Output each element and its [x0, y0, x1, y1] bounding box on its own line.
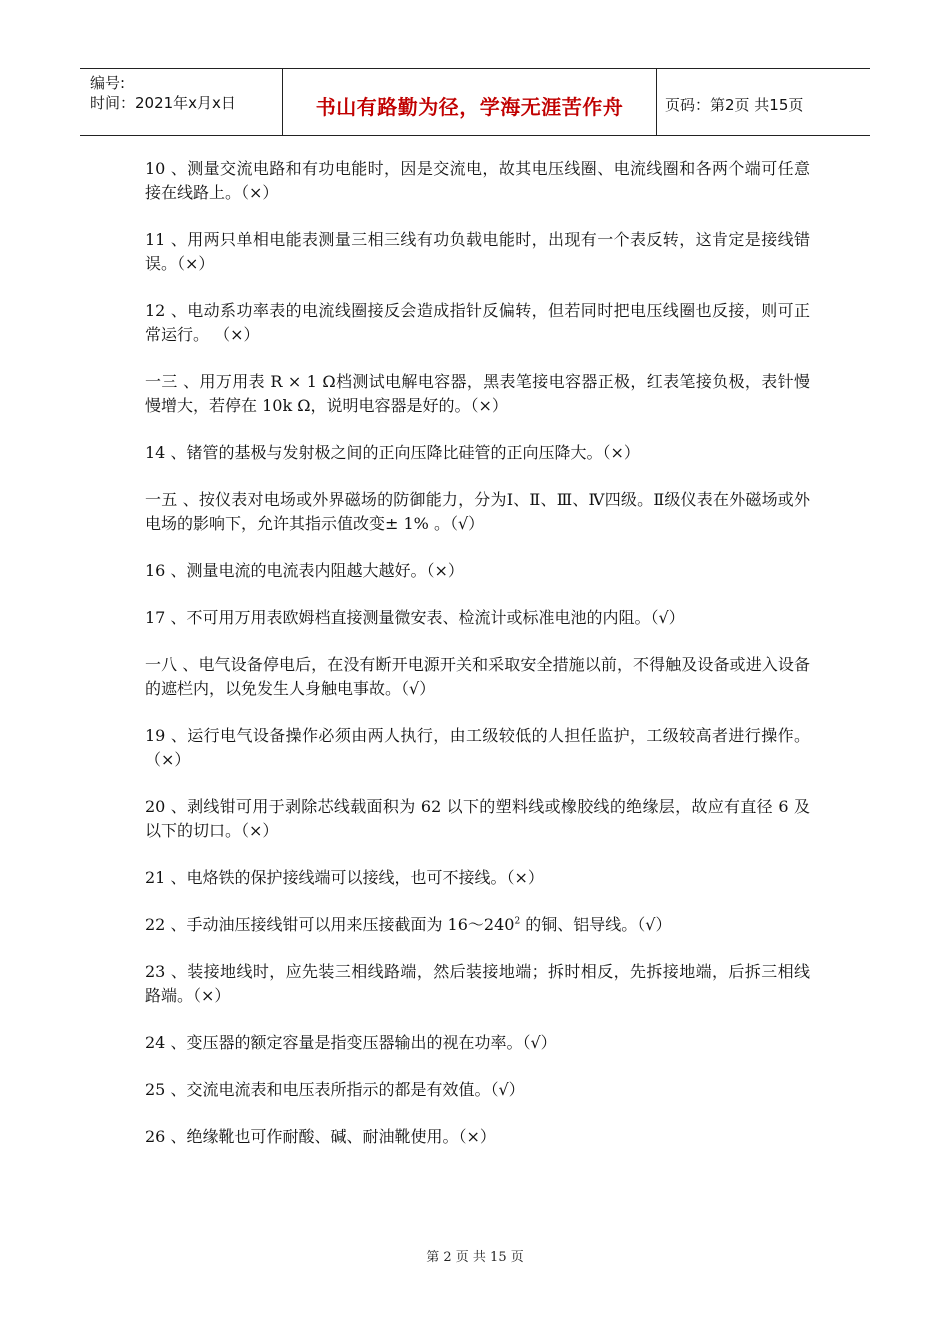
- page-footer: 第 2 页 共 15 页: [426, 1250, 524, 1265]
- question-item: 26 、绝缘靴也可作耐酸、碱、耐油靴使用。（×）: [145, 1127, 496, 1146]
- header-table: [80, 68, 870, 136]
- question-item: 19 、运行电气设备操作必须由两人执行，由工级较低的人担任监护，工级较高者进行操作。（×）: [145, 726, 810, 769]
- question-item: 17 、不可用万用表欧姆档直接测量微安表、检流计或标准电池的内阻。（√）: [145, 608, 685, 627]
- superscript: 2: [514, 916, 521, 927]
- question-item: 11 、用两只单相电能表测量三相三线有功负载电能时，出现有一个表反转，这肯定是接线错误。（×）: [145, 230, 810, 273]
- header-meta: [80, 69, 283, 135]
- header-motto-cell: [283, 69, 657, 135]
- question-item: 12 、电动系功率表的电流线圈接反会造成指针反偏转，但若同时把电压线圈也反接，则可正常运行。 （×）: [145, 301, 810, 344]
- question-item: 20 、剥线钳可用于剥除芯线载面积为 62 以下的塑料线或橡胶线的绝缘层，故应有直径 6 及以下的切口。（×）: [145, 797, 810, 840]
- question-item: 10 、测量交流电路和有功电能时，因是交流电，故其电压线圈、电流线圈和各两个端可任意接在线路上。（×）: [145, 159, 810, 202]
- question-item: [145, 913, 810, 937]
- question-item: 14 、锗管的基极与发射极之间的正向压降比硅管的正向压降大。（×）: [145, 443, 640, 462]
- question-text: 的铜、铝导线。（√）: [520, 915, 672, 934]
- number-label: 编号:: [90, 74, 126, 92]
- question-item: 21 、电烙铁的保护接线端可以接线，也可不接线。（×）: [145, 868, 544, 887]
- question-text: 22 、手动油压接线钳可以用来压接截面为 16～240: [145, 915, 515, 934]
- question-list: [145, 157, 810, 1172]
- time-label: 时间：2021年x月x日: [90, 94, 236, 112]
- question-item: 25 、交流电流表和电压表所指示的都是有效值。（√）: [145, 1080, 525, 1099]
- question-item: 一五 、按仪表对电场或外界磁场的防御能力，分为Ⅰ、Ⅱ、Ⅲ、Ⅳ四级。Ⅱ级仪表在外磁场或外电场的影响下，允许其指示值改变± 1% 。（√）: [145, 490, 810, 533]
- question-item: 16 、测量电流的电流表内阻越大越好。（×）: [145, 561, 464, 580]
- motto: 书山有路勤为径，学海无涯苦作舟: [315, 94, 624, 119]
- question-item: 一八 、电气设备停电后，在没有断开电源开关和采取安全措施以前，不得触及设备或进入设备的遮栏内，以免发生人身触电事故。（√）: [145, 655, 810, 698]
- question-item: 24 、变压器的额定容量是指变压器输出的视在功率。（√）: [145, 1033, 557, 1052]
- header-page-cell: [657, 69, 870, 135]
- question-item: 23 、装接地线时，应先装三相线路端，然后装接地端；拆时相反，先拆接地端，后拆三相线路端。（×）: [145, 962, 810, 1005]
- question-item: 一三 、用万用表 R × 1 Ω档测试电解电容器，黑表笔接电容器正极，红表笔接负极，表针慢慢增大，若停在 10k Ω，说明电容器是好的。（×）: [145, 372, 810, 415]
- page-info: 页码：第2页 共15页: [665, 95, 804, 114]
